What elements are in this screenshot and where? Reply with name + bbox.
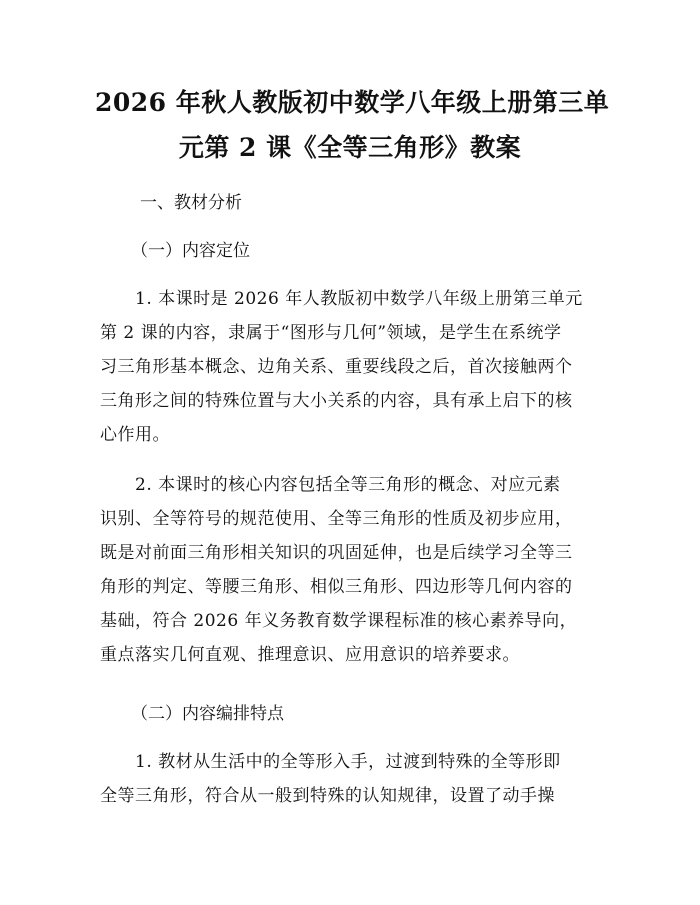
paragraph-2: [100, 468, 600, 672]
paragraph-2-line: 2. 本课时的核心内容包括全等三角形的概念、对应元素: [100, 475, 561, 495]
document-title-line-2: 元第 2 课《全等三角形》教案: [178, 133, 522, 162]
paragraph-1: [100, 282, 600, 452]
paragraph-3-line: 全等三角形，符合从一般到特殊的认知规律，设置了动手操: [100, 786, 555, 806]
subsection-heading-content-positioning: （一）内容定位: [131, 241, 250, 261]
paragraph-3-line: 1. 教材从生活中的全等形入手，过渡到特殊的全等形即: [100, 752, 561, 772]
paragraph-3: [100, 745, 600, 813]
paragraph-1-line: 三角形之间的特殊位置与大小关系的内容，具有承上启下的核: [100, 391, 573, 411]
paragraph-1-line: 第 2 课的内容，隶属于“图形与几何”领域，是学生在系统学: [100, 323, 562, 343]
paragraph-2-line: 角形的判定、等腰三角形、相似三角形、四边形等几何内容的: [100, 577, 573, 597]
paragraph-2-line: 既是对前面三角形相关知识的巩固延伸，也是后续学习全等三: [100, 543, 573, 563]
paragraph-2-line: 重点落实几何直观、推理意识、应用意识的培养要求。: [100, 645, 520, 665]
section-heading-textbook-analysis: 一、教材分析: [140, 193, 242, 213]
paragraph-2-line: 识别、全等符号的规范使用、全等三角形的性质及初步应用，: [100, 509, 573, 529]
subsection-heading-content-arrangement: （二）内容编排特点: [131, 704, 284, 724]
paragraph-1-line: 1. 本课时是 2026 年人教版初中数学八年级上册第三单元: [100, 289, 583, 309]
document-title-line-1: 2026 年秋人教版初中数学八年级上册第三单: [95, 88, 610, 117]
paragraph-1-line: 心作用。: [100, 425, 170, 445]
paragraph-2-line: 基础，符合 2026 年义务教育数学课程标准的核心素养导向，: [100, 611, 578, 631]
paragraph-1-line: 习三角形基本概念、边角关系、重要线段之后，首次接触两个: [100, 357, 573, 377]
